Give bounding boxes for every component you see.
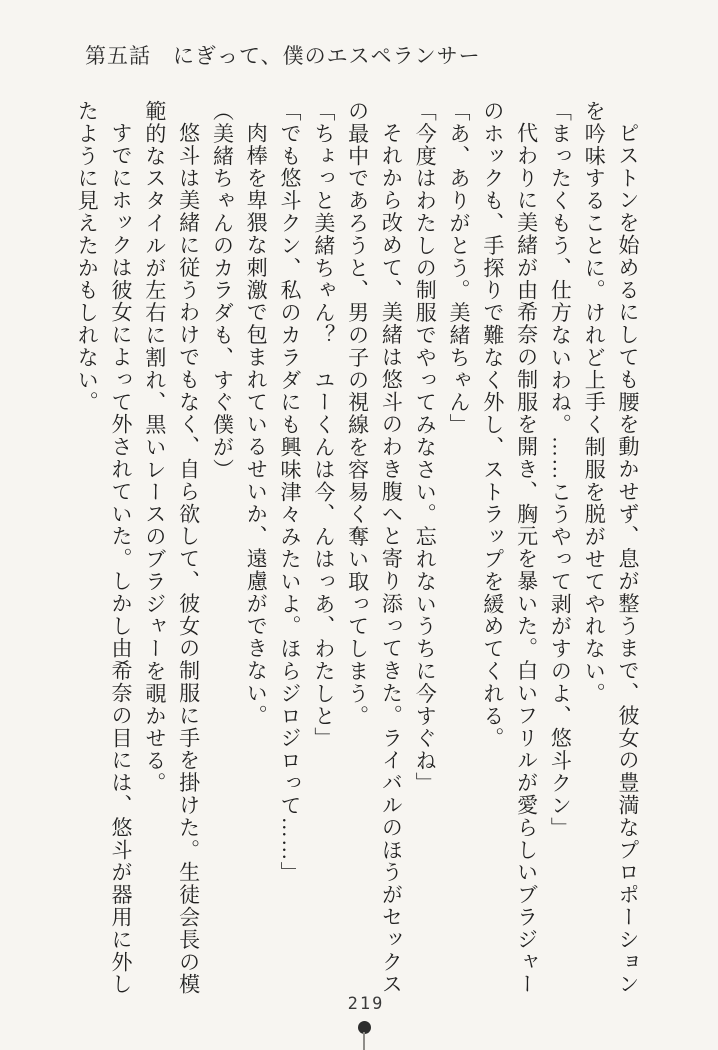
page-number: 219 bbox=[347, 994, 385, 1014]
body-text bbox=[69, 100, 644, 1000]
paragraph: 「でも悠斗クン、私のカラダにも興味津々みたいよ。ほらジロジロって……」 bbox=[278, 100, 303, 884]
paragraph: 「今度はわたしの制服でやってみなさい。忘れないうちに今すぐね」 bbox=[413, 100, 438, 795]
paragraph: 「ちょっと美緒ちゃん？ ユーくんは今、んはっあ、わたしと」 bbox=[311, 100, 336, 750]
paragraph: それから改めて、美緒は悠斗のわき腹へと寄り添ってきた。ライバルのほうがセックスの最中であろうと、男の子の視線を容易く奪い取ってしまう。 bbox=[345, 100, 404, 996]
paragraph: すでにホックは彼女によって外されていた。しかし由希奈の目には、悠斗が器用に外したように見えたかもしれない。 bbox=[75, 100, 134, 996]
paragraph: 肉棒を卑猥な刺激で包まれているせいか、遠慮ができない。 bbox=[244, 122, 269, 728]
paragraph: ピストンを始めるにしても腰を動かせず、息が整うまで、彼女の豊満なプロポーションを吟味することに。けれど上手く制服を脱がせてやれない。 bbox=[582, 100, 640, 996]
running-header: 第五話 にぎって、僕のエスペランサー bbox=[85, 44, 481, 68]
paragraph: 悠斗は美緒に従うわけでもなく、自ら欲して、彼女の制服に手を掛けた。生徒会長の模範的なスタイルが左右に割れ、黒いレースのブラジャーを覗かせる。 bbox=[142, 100, 201, 996]
paragraph: 「あ、ありがとう。美緒ちゃん」 bbox=[447, 100, 472, 436]
paragraph: （美緒ちゃんのカラダも、すぐ僕が） bbox=[210, 100, 235, 481]
paragraph: 代わりに美緒が由希奈の制服を開き、胸元を暴いた。白いフリルが愛らしいブラジャーのホックも、手探りで難なく外し、ストラップを緩めてくれる。 bbox=[480, 100, 539, 996]
binding-line bbox=[363, 1032, 365, 1050]
paragraph: 「まったくもう、仕方ないわね。……こうやって剥がすのよ、悠斗クン」 bbox=[548, 100, 573, 840]
